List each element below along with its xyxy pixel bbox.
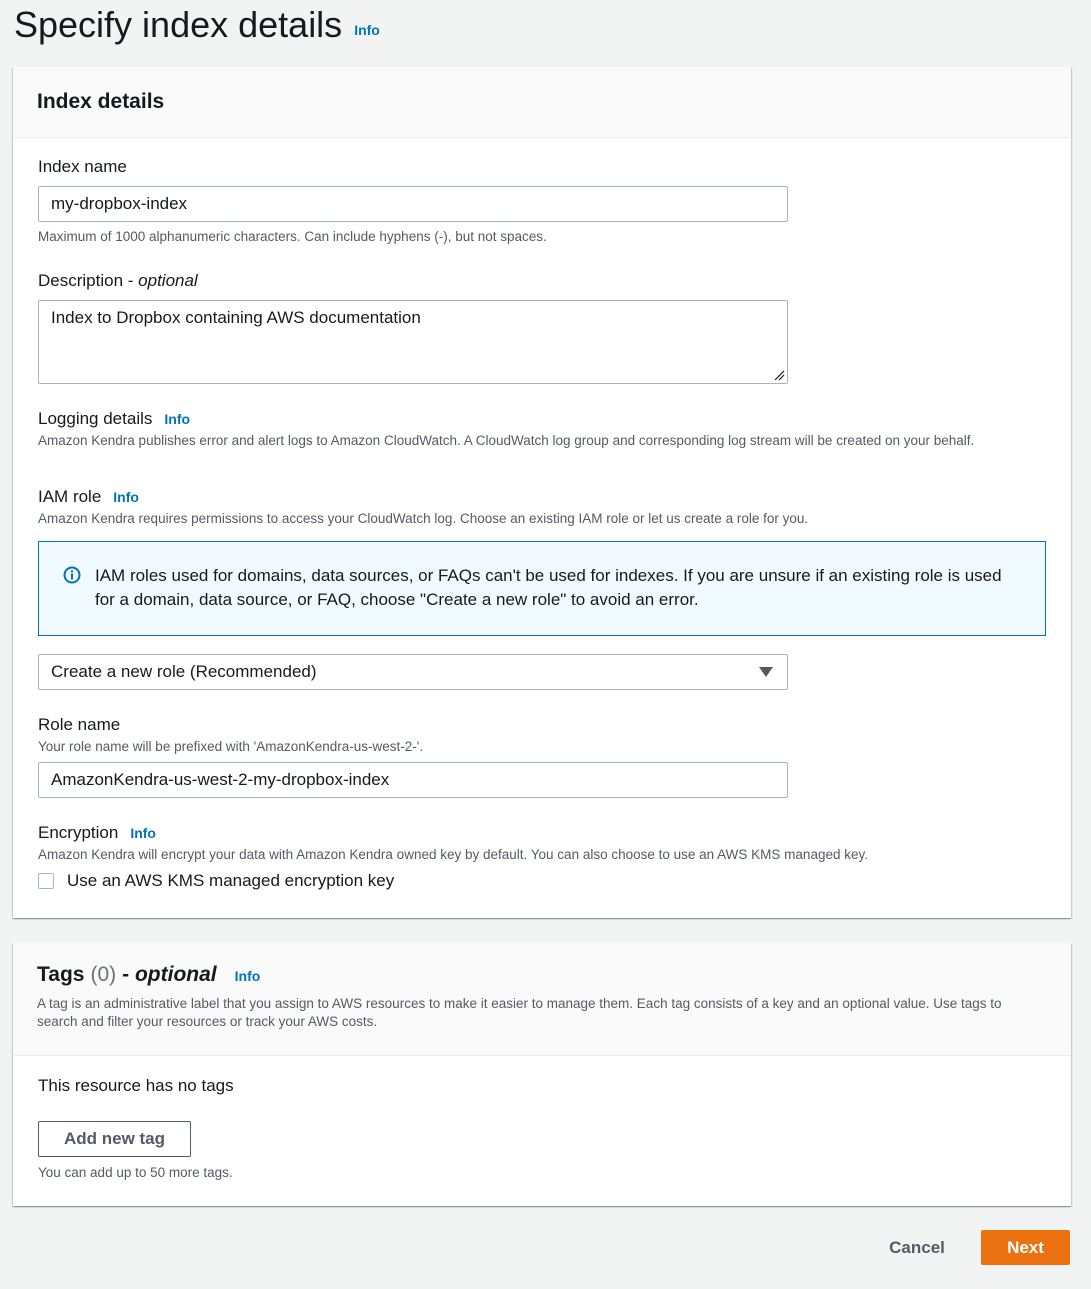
description-label: Description - optional: [38, 271, 198, 290]
kms-checkbox-label[interactable]: Use an AWS KMS managed encryption key: [67, 871, 395, 890]
index-name-label: Index name: [38, 157, 127, 176]
page-title: Specify index details: [14, 4, 343, 45]
iam-role-alert-text: IAM roles used for domains, data sources, or FAQs can't be used for indexes. If you are unsure if an existing role is used for a domain, data source, or FAQ, choose "Create a new role" to avoid an error.: [95, 566, 1002, 609]
logging-label: Logging details: [38, 409, 153, 428]
role-name-input[interactable]: AmazonKendra-us-west-2-my-dropbox-index: [38, 762, 788, 798]
tags-title: Tags: [37, 963, 85, 986]
tags-empty-text: This resource has no tags: [38, 1076, 234, 1095]
page-header: [14, 4, 380, 46]
index-details-title: Index details: [37, 90, 165, 113]
index-name-input[interactable]: my-dropbox-index: [38, 186, 788, 222]
index-details-panel: [13, 67, 1071, 918]
iam-role-select[interactable]: [38, 654, 788, 690]
tags-limit-text: You can add up to 50 more tags.: [38, 1165, 233, 1180]
logging-info-link[interactable]: Info: [164, 411, 191, 427]
description-value: Index to Dropbox containing AWS documentation: [51, 308, 421, 327]
info-circle-icon: [63, 566, 81, 584]
tags-info-link[interactable]: Info: [234, 968, 261, 984]
encryption-heading: [38, 823, 156, 843]
role-name-label: Role name: [38, 715, 121, 734]
index-name-constraint: Maximum of 1000 alphanumeric characters. Can include hyphens (-), but not spaces.: [38, 229, 547, 244]
tags-title-row: [37, 963, 1047, 987]
caret-down-icon: [759, 667, 773, 677]
description-textarea[interactable]: [38, 300, 788, 384]
logging-description: Amazon Kendra publishes error and alert logs to Amazon CloudWatch. A CloudWatch log group and corresponding log stream will be created on your behalf.: [38, 433, 975, 448]
tags-header: [13, 943, 1071, 1056]
iam-role-description: Amazon Kendra requires permissions to access your CloudWatch log. Choose an existing IAM role or let us create a role for you.: [38, 511, 809, 526]
iam-role-info-link[interactable]: Info: [113, 489, 139, 505]
tags-count: (0): [90, 963, 117, 986]
encryption-label: Encryption: [38, 823, 119, 842]
tags-panel: [13, 943, 1071, 1206]
iam-role-heading: [38, 487, 139, 507]
next-button[interactable]: Next: [981, 1230, 1070, 1265]
iam-role-label: IAM role: [38, 487, 102, 506]
resize-grip-icon[interactable]: [773, 369, 785, 381]
encryption-info-link[interactable]: Info: [130, 825, 156, 841]
iam-role-alert: [38, 541, 1046, 636]
iam-role-selected-value: Create a new role (Recommended): [51, 662, 317, 681]
kms-checkbox-row[interactable]: [38, 871, 394, 891]
tags-optional: - optional: [122, 963, 217, 986]
cancel-button[interactable]: Cancel: [889, 1237, 945, 1257]
index-details-header: [13, 67, 1071, 138]
tags-description: A tag is an administrative label that you assign to AWS resources to make it easier to manage them. Each tag consists of a key and an optional value. Use tags to search and filter your resources or track your AWS costs.: [37, 996, 1002, 1029]
logging-heading: [38, 409, 190, 429]
description-label-text: Description: [38, 271, 124, 290]
role-name-description: Your role name will be prefixed with 'AmazonKendra-us-west-2-'.: [38, 739, 424, 754]
kms-checkbox[interactable]: [38, 873, 54, 889]
encryption-description: Amazon Kendra will encrypt your data with Amazon Kendra owned key by default. You can also choose to use an AWS KMS managed key.: [38, 847, 868, 862]
add-new-tag-button[interactable]: Add new tag: [38, 1121, 191, 1157]
page-info-link[interactable]: Info: [354, 22, 380, 38]
description-optional-tag: optional: [138, 271, 198, 290]
